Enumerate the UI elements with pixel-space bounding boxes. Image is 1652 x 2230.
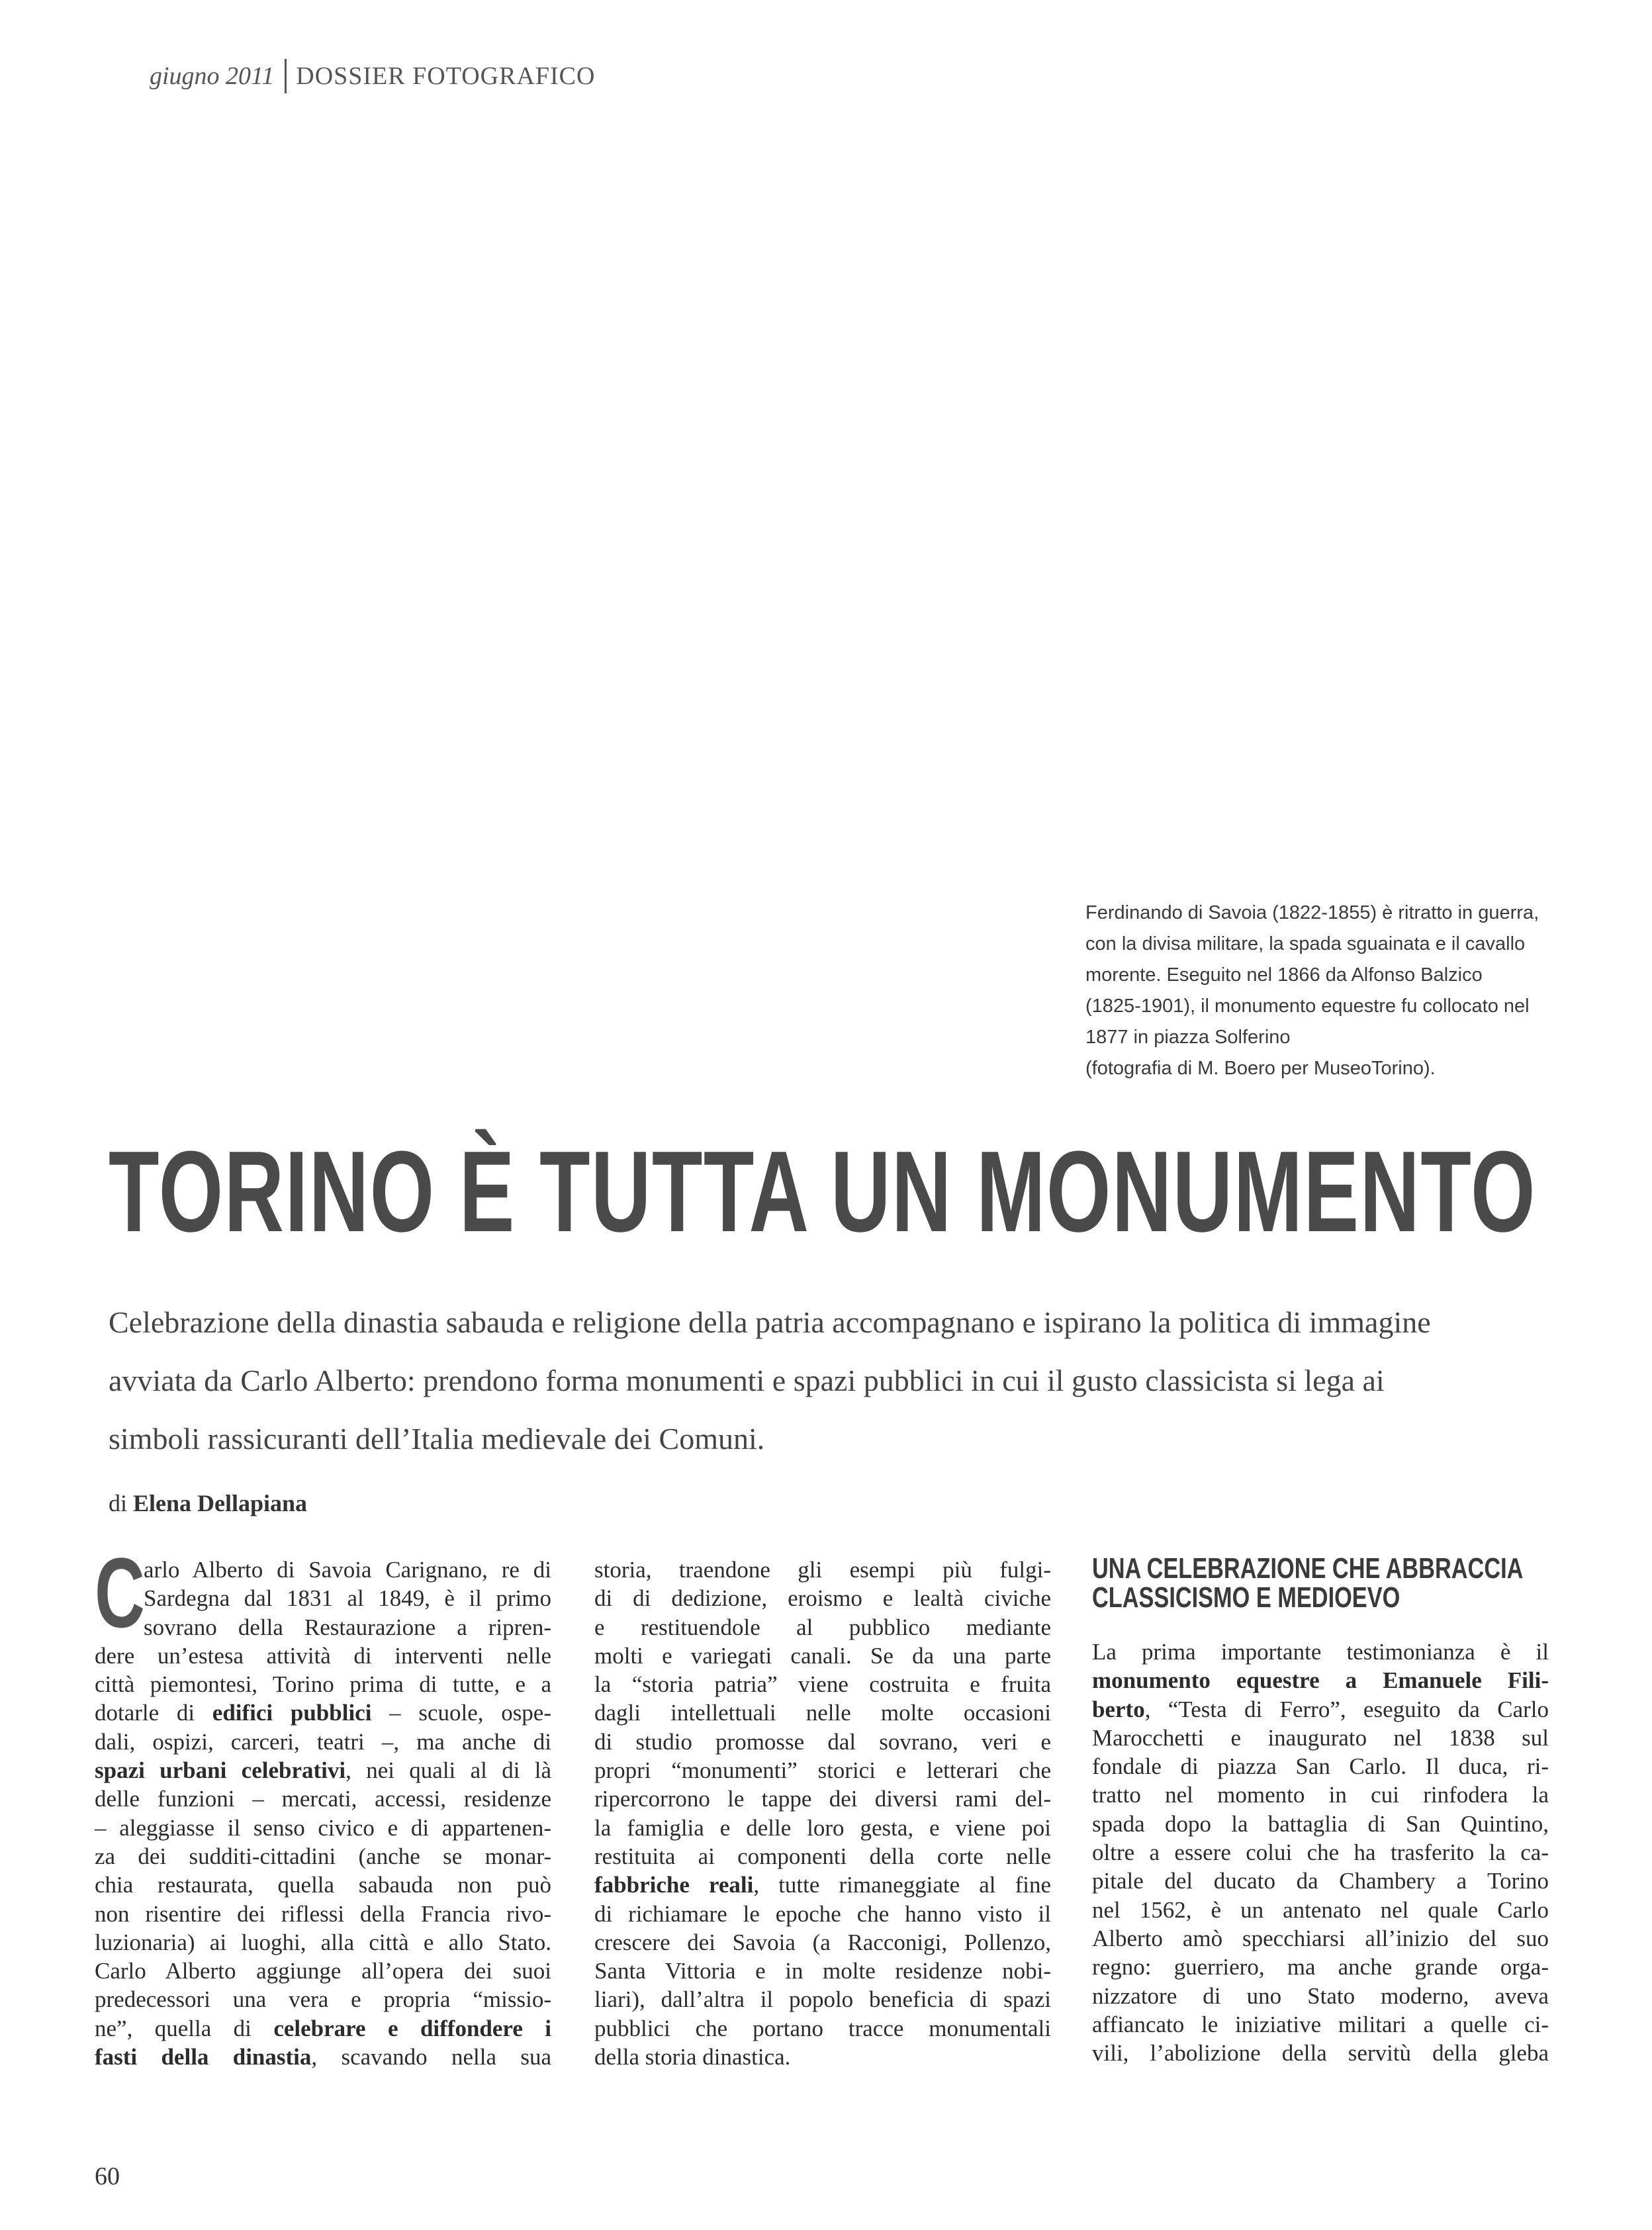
text-line: Sardegna dal 1831 al 1849, è il primo [144, 1585, 551, 1612]
text-line: città piemontesi, Torino prima di tutte, e a [95, 1671, 551, 1698]
article-lede [109, 1293, 1538, 1468]
text-line: di di dedizione, eroismo e lealtà civiche [594, 1585, 1051, 1612]
text-line: affiancato le iniziative militari a quelle ci- [1092, 2011, 1549, 2037]
text-line: della storia dinastica. [594, 2044, 791, 2070]
caption-line: (fotografia di M. Boero per MuseoTorino). [1085, 1058, 1436, 1079]
text-line: fondale di piazza San Carlo. Il duca, ri- [1092, 1753, 1549, 1780]
text-line: e restituendole al pubblico mediante [594, 1614, 1051, 1640]
text-line: Santa Vittoria e in molte residenze nobi- [594, 1958, 1051, 1984]
text-run: ne”, quella di [95, 2015, 274, 2041]
text-line: ripercorrono le tappe dei diversi rami del- [594, 1786, 1051, 1812]
text-line: dagli intellettuali nelle molte occasioni [594, 1700, 1051, 1726]
caption-line: con la divisa militare, la spada sguainata e il cavallo [1085, 933, 1526, 954]
byline-prefix: di [109, 1490, 128, 1516]
text-line: storia, traendone gli esempi più fulgi- [594, 1557, 1051, 1583]
text-run: dotarle di [95, 1700, 212, 1726]
text-line: di richiamare le epoche che hanno visto il [594, 1900, 1051, 1927]
text-line: spada dopo la battaglia di San Quintino, [1092, 1810, 1549, 1837]
subheading-line: CLASSICISMO E MEDIOEVO [1092, 1581, 1400, 1614]
author-name: Elena Dellapiana [133, 1490, 308, 1516]
text-line [594, 1871, 1051, 1899]
page-number: 60 [95, 2162, 120, 2190]
bold-phrase: fabbriche reali [594, 1872, 754, 1898]
section-name: DOSSIER FOTOGRAFICO [296, 62, 596, 90]
text-run: – scuole, ospe- [371, 1700, 551, 1726]
text-run: , nei quali al di là [345, 1757, 552, 1784]
text-line: dere un’estesa attività di interventi nelle [95, 1642, 551, 1669]
text-line: di studio promosse dal sovrano, veri e [594, 1728, 1051, 1755]
text-line: arlo Alberto di Savoia Carignano, re di [144, 1557, 551, 1583]
text-line: oltre a essere colui che ha trasferito la ca- [1092, 1839, 1549, 1866]
text-line: non risentire dei riflessi della Francia rivo- [95, 1900, 551, 1927]
text-line: vili, l’abolizione della servitù della gleba [1092, 2040, 1549, 2067]
text-line: crescere dei Savoia (a Racconigi, Pollenzo, [594, 1929, 1051, 1955]
column-2 [594, 1556, 1051, 2071]
caption-line: morente. Eseguito nel 1866 da Alfonso Balzico [1085, 964, 1483, 986]
byline [109, 1489, 307, 1517]
text-line: nel 1562, è un antenato nel quale Carlo [1092, 1896, 1549, 1923]
lede-line: Celebrazione della dinastia sabauda e religione della patria accompagnano e ispirano la politica di immagine [109, 1305, 1431, 1339]
text-line: la famiglia e delle loro gesta, e viene poi [594, 1814, 1051, 1841]
text-line [95, 1698, 551, 1727]
text-line: chia restaurata, quella sabauda non può [95, 1872, 551, 1898]
text-line [1092, 1695, 1549, 1724]
bold-phrase: monumento equestre a Emanuele Fili- [1092, 1667, 1549, 1694]
caption-line: 1877 in piazza Solferino [1085, 1027, 1291, 1048]
text-line: luzionaria) ai luoghi, alla città e allo Stato. [95, 1929, 551, 1955]
text-line [95, 2043, 551, 2071]
text-line [95, 1756, 551, 1785]
column-1 [95, 1556, 551, 2071]
text-run: , scavando nella sua [311, 2044, 551, 2070]
subheading [1092, 1552, 1524, 1614]
text-line: Marocchetti e inaugurato nel 1838 sul [1092, 1724, 1549, 1751]
text-line: dali, ospizi, carceri, teatri –, ma anche di [95, 1728, 551, 1755]
header-divider [285, 59, 287, 93]
text-run: , “Testa di Ferro”, eseguito da Carlo [1144, 1696, 1549, 1722]
bold-phrase: berto [1092, 1696, 1145, 1722]
caption-line: (1825-1901), il monumento equestre fu collocato nel [1085, 996, 1530, 1017]
text-line: pubblici che portano tracce monumentali [594, 2015, 1051, 2041]
text-line: predecessori una vera e propria “missio- [95, 1986, 551, 2013]
photo-caption [1085, 898, 1562, 1084]
issue-date: giugno 2011 [150, 62, 275, 90]
photo-area [0, 113, 1652, 880]
lede-line: avviata da Carlo Alberto: prendono forma monumenti e spazi pubblici in cui il gusto classicista si lega ai [109, 1364, 1385, 1397]
text-line: delle funzioni – mercati, accessi, residenze [95, 1786, 551, 1812]
text-line: pitale del ducato da Chambery a Torino [1092, 1868, 1549, 1894]
text-line: tratto nel momento in cui rinfodera la [1092, 1782, 1549, 1808]
drop-cap: C [95, 1537, 145, 1648]
text-line: molti e variegati canali. Se da una parte [594, 1642, 1051, 1669]
text-line: la “storia patria” viene costruita e fruita [594, 1671, 1051, 1698]
text-line: liari), dall’altra il popolo beneficia di spazi [594, 1986, 1051, 2013]
text-line [95, 2014, 551, 2043]
caption-line: Ferdinando di Savoia (1822-1855) è ritratto in guerra, [1085, 902, 1539, 923]
bold-phrase: spazi urbani celebrativi [95, 1757, 346, 1784]
text-line: restituita ai componenti della corte nelle [594, 1843, 1051, 1869]
text-line: Carlo Alberto aggiunge all’opera dei suoi [95, 1958, 551, 1984]
text-line: La prima importante testimonianza è il [1092, 1639, 1549, 1665]
lede-line: simboli rassicuranti dell’Italia medievale dei Comuni. [109, 1422, 765, 1456]
running-head [150, 60, 595, 93]
article-title: TORINO È TUTTA UN MONUMENTO [109, 1127, 1536, 1256]
bold-phrase: edifici pubblici [212, 1700, 372, 1726]
text-run: , tutte rimaneggiate al fine [753, 1872, 1052, 1898]
subheading-line: UNA CELEBRAZIONE CHE ABBRACCIA [1092, 1552, 1524, 1585]
text-line: propri “monumenti” storici e letterari che [594, 1757, 1051, 1784]
column-3 [1092, 1638, 1549, 2067]
text-line: – aleggiasse il senso civico e di appartenen- [95, 1814, 551, 1841]
text-line: regno: guerriero, ma anche grande orga- [1092, 1954, 1549, 1980]
text-line: za dei sudditi-cittadini (anche se monar- [95, 1843, 551, 1869]
bold-phrase: fasti della dinastia [95, 2044, 312, 2070]
text-line: sovrano della Restaurazione a ripren- [144, 1614, 551, 1640]
text-line [1092, 1666, 1549, 1695]
bold-phrase: celebrare e diffondere i [273, 2015, 551, 2041]
text-line: nizzatore di uno Stato moderno, aveva [1092, 1982, 1549, 2009]
text-line: Alberto amò specchiarsi all’inizio del suo [1092, 1925, 1549, 1951]
